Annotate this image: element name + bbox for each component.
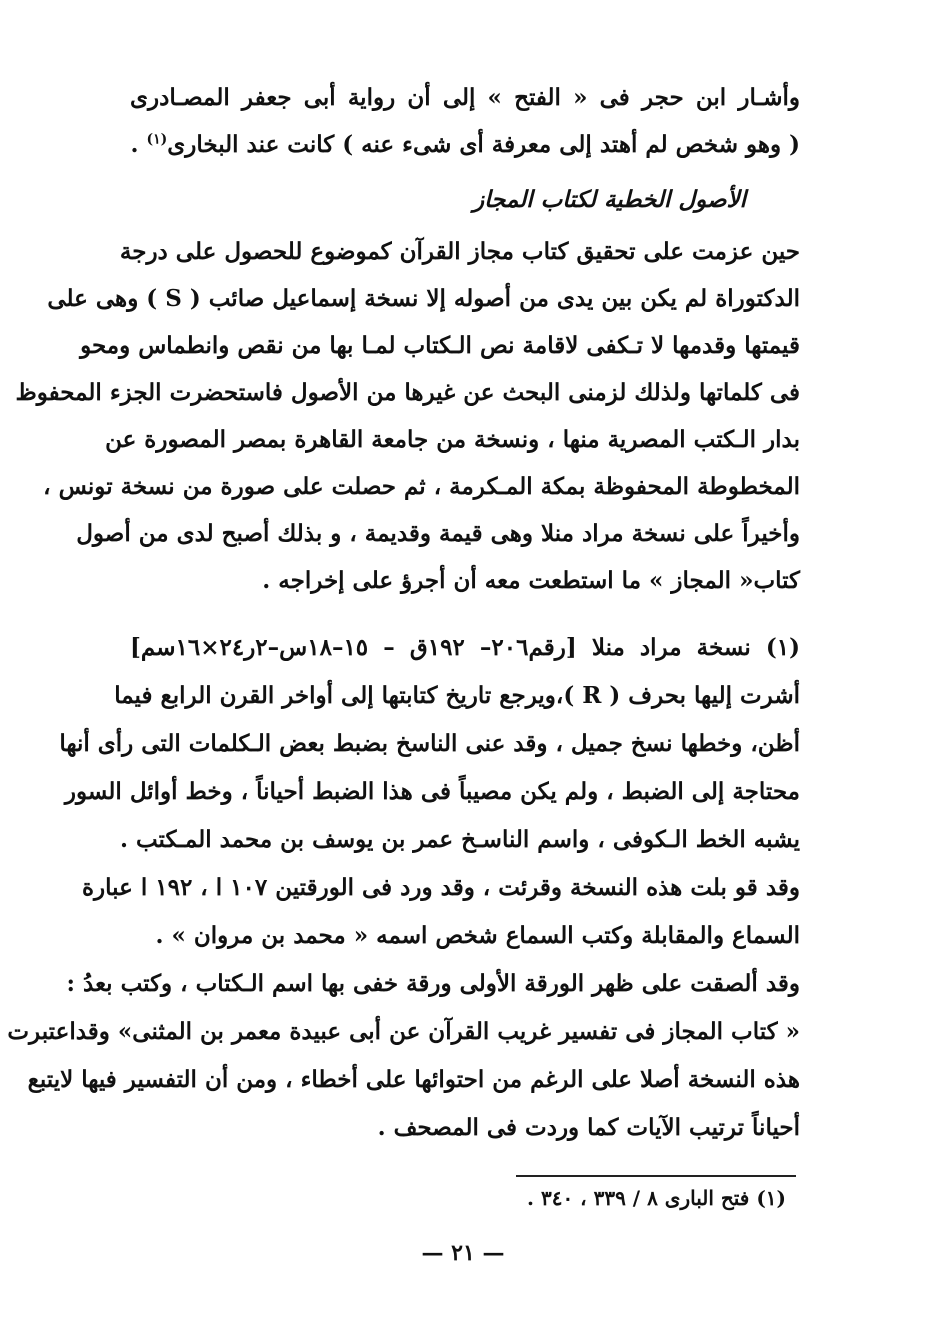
body-line: المخطوطة المحفوظة بمكة المـكرمة ، ثم حصلت على صورة من نسخة تونس ، bbox=[43, 473, 800, 500]
manuscript-line: السماع والمقابلة وكتب السماع شخص اسمه « محمد بن مروان » . bbox=[155, 922, 800, 949]
intro-line-2-text: ( وهو شخص لم أهتد إلى معرفة أى شىء عنه ) كانت عند البخارى bbox=[167, 131, 800, 158]
body-line: كتاب« المجاز » ما استطعت معه أن أجرؤ على إخراجه . bbox=[262, 567, 800, 594]
body-line: بدار الـكتب المصرية منها ، ونسخة من جامعة القاهرة بمصر المصورة عن bbox=[105, 426, 800, 453]
footnote-divider bbox=[516, 1175, 796, 1177]
body-line: حين عزمت على تحقيق كتاب مجاز القرآن كموضوع للحصول على درجة bbox=[119, 238, 800, 265]
manuscript-line: محتاجة إلى الضبط ، ولم يكن مصيباً فى هذا الضبط أحياناً ، وخط أوائل السور bbox=[64, 778, 800, 805]
manuscript-title: (١) نسخة مراد منلا [رقم٢٠٦– ١٩٢ق – ١٥–١٨س–٢ر٢٤×١٦سم] bbox=[130, 634, 800, 661]
body-paragraph bbox=[15, 228, 800, 604]
manuscript-section bbox=[7, 624, 800, 1152]
manuscript-line: هذه النسخة أصلا على الرغم من احتوائها على أخطاء ، ومن أن التفسير فيها لايتبع bbox=[27, 1066, 800, 1093]
intro-line-2 bbox=[130, 121, 800, 168]
body-line: وأخيراً على نسخة مراد منلا وهى قيمة وقديمة ، و بذلك أصبح لدى من أصول bbox=[76, 520, 800, 547]
manuscript-line: أحياناً ترتيب الآيات كما وردت فى المصحف . bbox=[377, 1114, 800, 1141]
manuscript-line: « كتاب المجاز فى تفسير غريب القرآن عن أبى عبيدة معمر بن المثنى» وقداعتبرت bbox=[7, 1018, 800, 1045]
intro-line-1: وأشـار ابن حجر فى « الفتح » إلى أن رواية أبى جعفر المصـادرى bbox=[130, 84, 800, 111]
manuscript-line: وقد ألصقت على ظهر الورقة الأولى ورقة خفى بها اسم الـكتاب ، وكتب بعدُ : bbox=[66, 970, 800, 997]
body-line: فى كلماتها ولذلك لزمنى البحث عن غيرها من الأصول فاستحضرت الجزء المحفوظ bbox=[15, 379, 800, 406]
manuscript-line: أشرت إليها بحرف ( R )،ويرجع تاريخ كتابتها إلى أواخر القرن الرابع فيما bbox=[114, 682, 800, 709]
section-heading: الأصول الخطية لكتاب المجاز bbox=[472, 186, 746, 213]
intro-paragraph bbox=[130, 74, 800, 168]
body-line: قيمتها وقدمها لا تـكفى لاقامة نص الـكتاب لمـا بها من نقص وانطماس ومحو bbox=[80, 332, 800, 359]
body-line: الدكتوراة لم يكن بين يدى من أصوله إلا نسخة إسماعيل صائب ( S ) وهى على bbox=[47, 285, 800, 312]
manuscript-line: يشبه الخط الـكوفى ، واسم الناسـخ عمر بن يوسف بن محمد المـكتب . bbox=[119, 826, 800, 853]
footnote-marker: (١) bbox=[146, 131, 168, 148]
intro-line-2-end: . bbox=[130, 131, 139, 158]
footnote: (١) فتح البارى ٨ / ٣٣٩ ، ٣٤٠ . bbox=[527, 1186, 786, 1210]
page-number: — ٢١ — bbox=[421, 1240, 505, 1266]
manuscript-line: وقد قو بلت هذه النسخة وقرئت ، وقد ورد فى الورقتين ١٠٧ ا ، ١٩٢ ا عبارة bbox=[82, 874, 800, 901]
manuscript-line: أظن، وخطها نسخ جميل ، وقد عنى الناسخ بضبط بعض الـكلمات التى رأى أنها bbox=[59, 730, 800, 757]
